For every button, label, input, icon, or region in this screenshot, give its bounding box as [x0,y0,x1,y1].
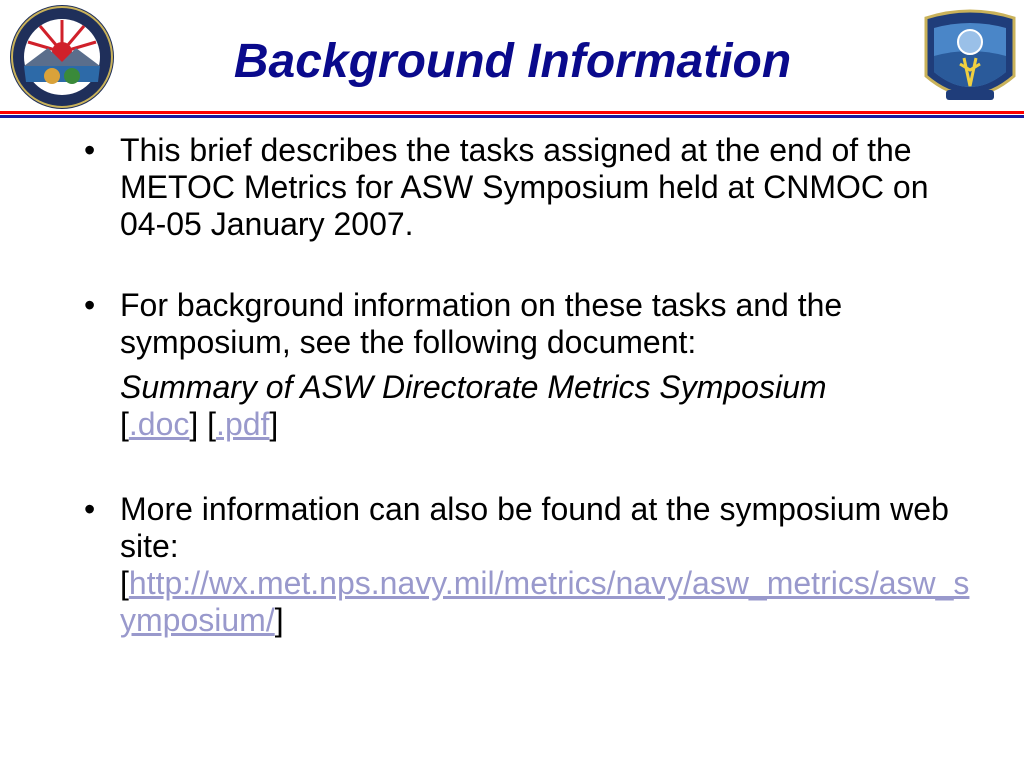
naval-oceanography-asw-yokosuka-seal-icon [6,4,118,110]
bullet-glyph: • [84,132,96,168]
bracket: ] [ [189,406,217,442]
bullet-glyph: • [84,287,96,323]
title-divider-red [0,111,1024,114]
bracket: ] [274,602,284,638]
bracket: [ [120,565,129,601]
document-reference [84,369,900,443]
bullet-glyph: • [84,491,96,527]
bullet-item [84,287,950,361]
page-title: Background Information [233,35,792,88]
naval-oceanography-asw-center-stennis-patch-icon [920,6,1020,110]
document-title: Summary of ASW Directorate Metrics Symposium [120,369,827,405]
bullet-text: For background information on these tasks and the symposium, see the following document: [120,287,843,360]
bullet-text: This brief describes the tasks assigned at the end of the METOC Metrics for ASW Symposium held at CNMOC on 04-05 January 2007. [120,132,929,242]
symposium-site-link[interactable]: http://wx.met.nps.navy.mil/metrics/navy/asw_metrics/asw_symposium/ [120,565,970,638]
title-divider-blue [0,115,1024,118]
bullet-item [84,491,970,639]
bullet-text: More information can also be found at the symposium web site: [120,491,949,564]
bracket: [ [120,406,129,442]
bracket: ] [269,406,279,442]
pdf-link[interactable]: .pdf [216,406,270,442]
slide-body [84,132,984,639]
doc-link[interactable]: .doc [128,406,190,442]
bullet-item [84,132,980,243]
